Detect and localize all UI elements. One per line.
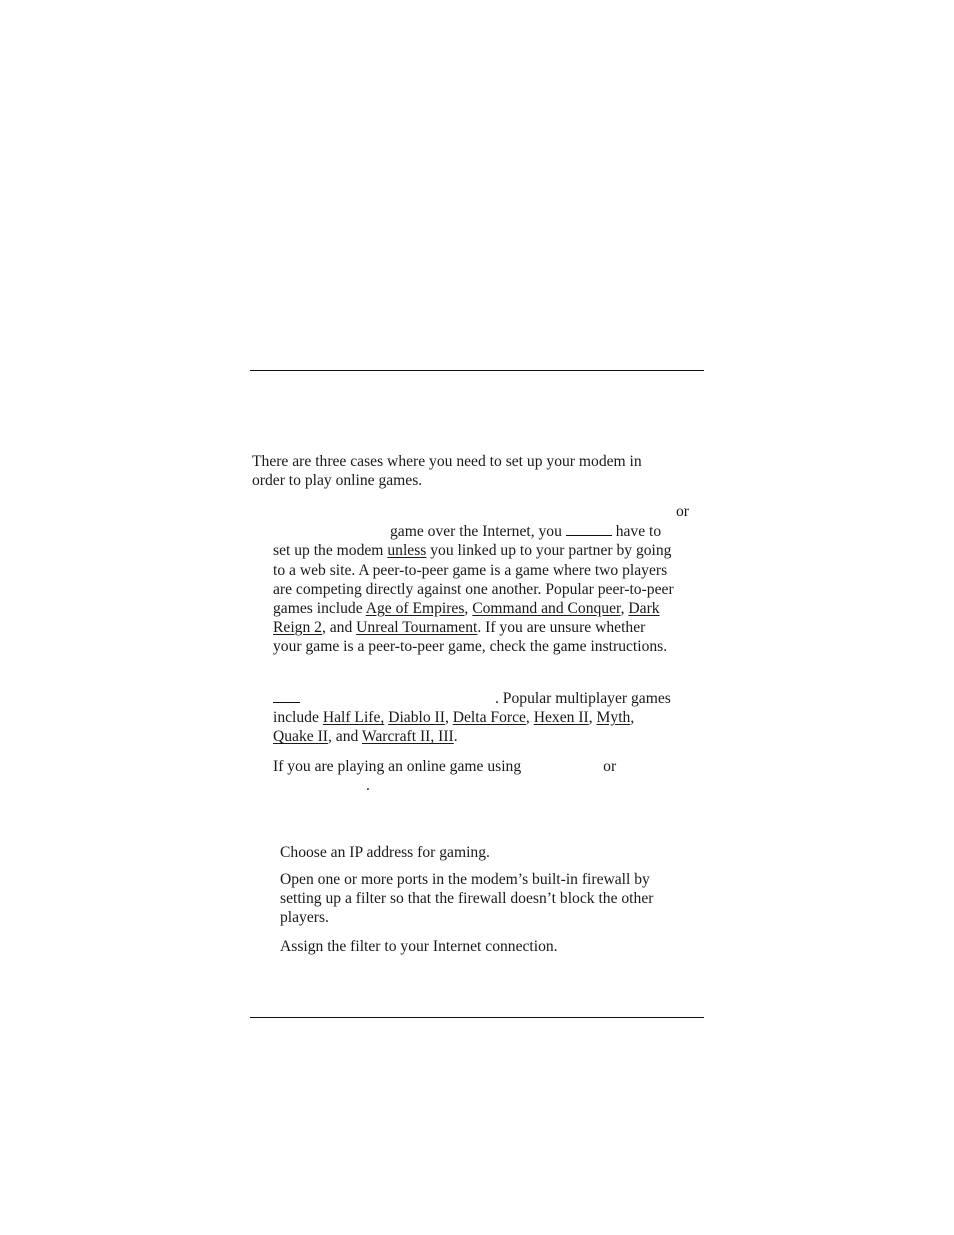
case1-line: are competing directly against one another. Popular peer-to-peer <box>273 580 674 598</box>
game-title: Unreal Tournament <box>356 619 478 637</box>
game-title: Myth <box>596 709 631 727</box>
game-title: Half Life, <box>322 709 385 727</box>
case1-line <box>273 502 689 521</box>
case2-line: . Popular multiplayer games <box>273 688 671 708</box>
game-title: Age of Empires <box>365 600 465 618</box>
case1-line: to a web site. A peer-to-peer game is a game where two players <box>273 561 668 579</box>
bottom-rule <box>250 1017 704 1018</box>
case1-line: games include Age of Empires, Command and Conquer, Dark <box>273 600 660 618</box>
intro-paragraph <box>252 452 642 490</box>
game-title: Delta Force <box>452 709 526 727</box>
game-title: Hexen II <box>533 709 589 727</box>
case-multiplayer <box>273 688 671 747</box>
step-line: Choose an IP address for gaming. <box>280 844 490 861</box>
step-item <box>280 843 490 862</box>
case-software <box>273 757 616 795</box>
step-line: setting up a filter so that the firewall doesn’t block the other <box>280 890 654 908</box>
step-item <box>280 870 653 928</box>
step-line: Open one or more ports in the modem’s built-in firewall by <box>280 871 650 888</box>
intro-line: order to play online games. <box>252 472 423 490</box>
case3-line: . <box>366 777 370 795</box>
case1-line: set up the modem unless you linked up to your partner by going <box>273 542 672 560</box>
case1-line: Reign 2, and Unreal Tournament. If you are unsure whether <box>273 619 646 637</box>
game-title: Warcraft II, III <box>361 728 454 746</box>
case1-line: your game is a peer-to-peer game, check the game instructions. <box>273 638 668 656</box>
game-title: Reign 2 <box>273 619 322 637</box>
game-title: Dark <box>628 600 660 618</box>
case3-line: If you are playing an online game using or <box>273 758 617 775</box>
step-item <box>280 937 558 956</box>
intro-line: There are three cases where you need to set up your modem in <box>252 453 642 470</box>
blank-underline <box>566 521 612 536</box>
game-title: Command and Conquer <box>472 600 621 618</box>
case-peer-to-peer <box>273 502 689 657</box>
game-title: Diablo II <box>388 709 445 727</box>
case1-line: game over the Internet, you have to <box>390 523 662 541</box>
or-word: or <box>676 503 689 520</box>
blank-underline <box>273 688 300 703</box>
case2-line: Quake II, and Warcraft II, III. <box>273 728 458 746</box>
game-title: Quake II <box>273 728 328 746</box>
step-line: players. <box>280 909 329 927</box>
top-rule <box>250 370 704 371</box>
step-line: Assign the filter to your Internet connection. <box>280 938 558 955</box>
unless-emphasis: unless <box>387 542 427 560</box>
case2-line: include Half Life, Diablo II, Delta Force, Hexen II, Myth, <box>273 709 635 727</box>
